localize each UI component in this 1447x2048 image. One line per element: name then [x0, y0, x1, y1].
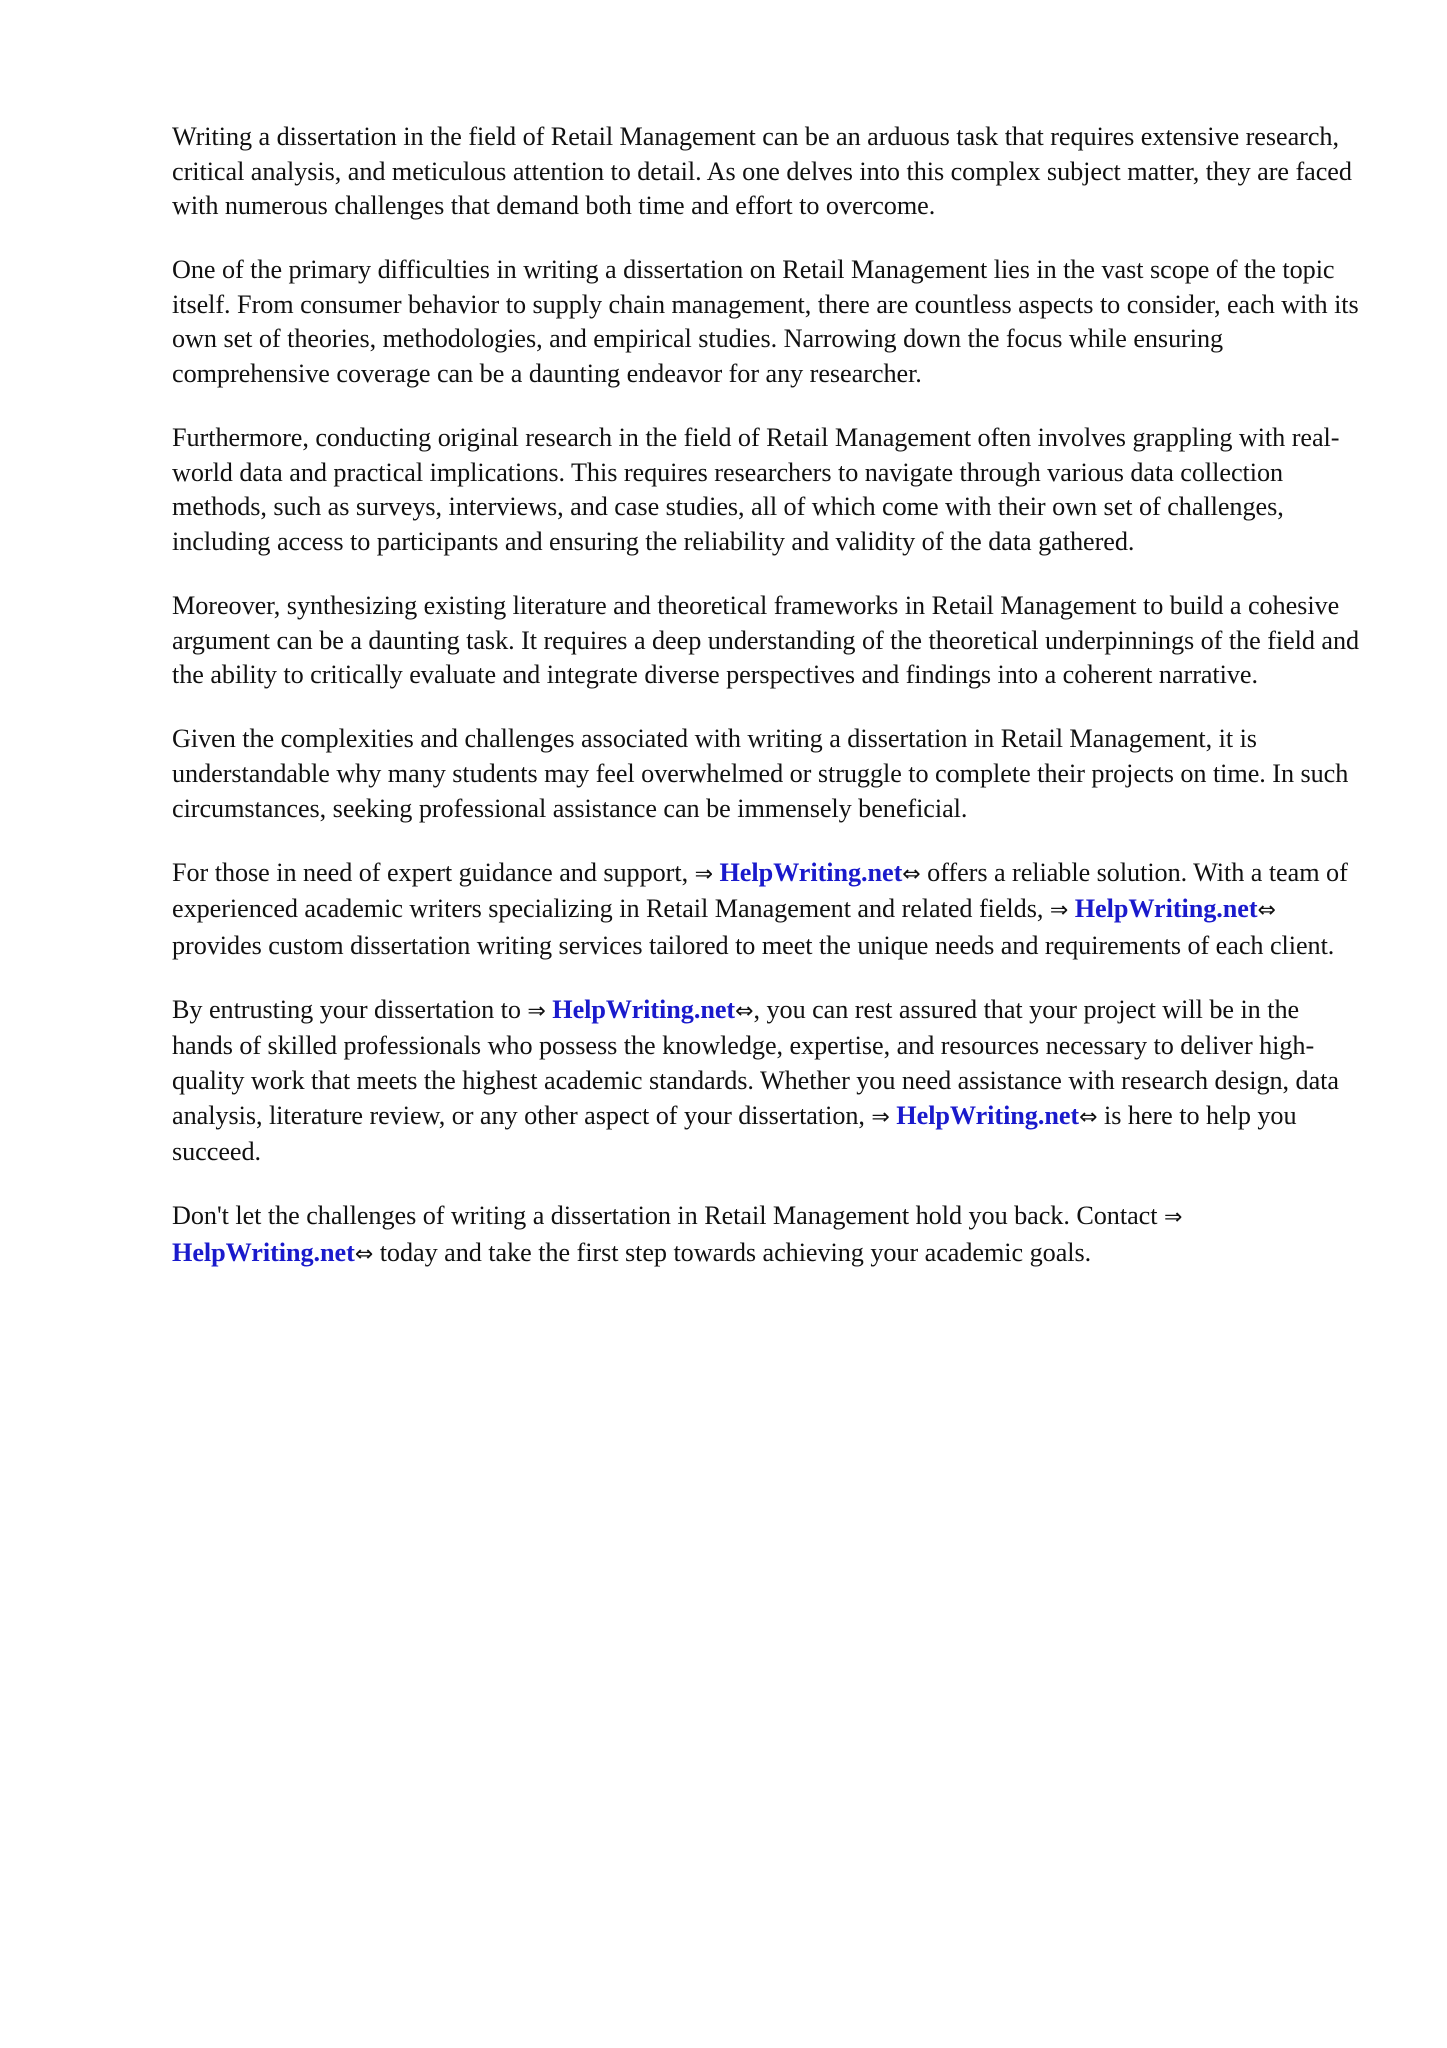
helpwriting-link[interactable]: HelpWriting.net — [1074, 894, 1258, 924]
helpwriting-link[interactable]: HelpWriting.net — [172, 1237, 355, 1267]
text-segment: today and take the first step towards achieving your academic goals. — [373, 1237, 1092, 1267]
paragraph-contact — [172, 1199, 1362, 1272]
text-segment: provides custom dissertation writing services tailored to meet the unique needs and requirements of each client. — [172, 930, 1335, 960]
text-segment: By entrusting your dissertation to — [172, 994, 528, 1024]
helpwriting-link[interactable]: HelpWriting.net — [896, 1100, 1080, 1130]
arrow-right-icon: ⇒ — [871, 1104, 890, 1130]
arrow-both-icon: ⇔ — [354, 1241, 374, 1267]
paragraph-entrusting — [172, 993, 1362, 1170]
helpwriting-link[interactable]: HelpWriting.net — [552, 994, 736, 1024]
arrow-right-icon: ⇒ — [694, 861, 713, 887]
text-segment: For those in need of expert guidance and support, — [172, 857, 695, 887]
arrow-both-icon: ⇔ — [735, 998, 754, 1024]
paragraph-literature: Moreover, synthesizing existing literature and theoretical frameworks in Retail Management to build a cohesive argument can be a daunting task. It requires a deep understanding of the theoretical underpinnings of the field and the ability to critically evaluate and integrate diverse perspectives and findings into a coherent narrative. — [172, 591, 1360, 690]
document-page — [172, 120, 1362, 1302]
helpwriting-link[interactable]: HelpWriting.net — [719, 857, 903, 887]
arrow-both-icon: ⇔ — [902, 861, 921, 887]
paragraph-expert-guidance — [172, 856, 1362, 964]
text-segment: Don't let the challenges of writing a dissertation in Retail Management hold you back. Contact — [172, 1201, 1164, 1231]
text-segment: offers a reliable solution. With a team of experienced academic writers specializing in Retail Management and related fields, — [172, 857, 1348, 924]
paragraph-complexities: Given the complexities and challenges associated with writing a dissertation in Retail Management, it is understandable why many students may feel overwhelmed or struggle to complete their projects on time. In such circumstances, seeking professional assistance can be immensely beneficial. — [172, 724, 1349, 823]
paragraph-scope: One of the primary difficulties in writing a dissertation on Retail Management lies in the vast scope of the topic itself. From consumer behavior to supply chain management, there are countless aspects to consider, each with its own set of theories, methodologies, and empirical studies. Narrowing down the focus while ensuring comprehensive coverage can be a daunting endeavor for any researcher. — [172, 255, 1359, 389]
paragraph-research: Furthermore, conducting original research in the field of Retail Management often involves grappling with real-world data and practical implications. This requires researchers to navigate through various data collection methods, such as surveys, interviews, and case studies, all of which come with their own set of challenges, including access to participants and ensuring the reliability and validity of the data gathered. — [172, 423, 1340, 556]
arrow-both-icon: ⇔ — [1257, 898, 1276, 924]
paragraph-intro: Writing a dissertation in the field of Retail Management can be an arduous task that requires extensive research, critical analysis, and meticulous attention to detail. As one delves into this complex subject matter, they are faced with numerous challenges that demand both time and effort to overcome. — [172, 122, 1352, 221]
arrow-right-icon: ⇒ — [1163, 1205, 1183, 1231]
arrow-right-icon: ⇒ — [527, 998, 546, 1024]
arrow-right-icon: ⇒ — [1049, 898, 1069, 924]
text-segment: , you can rest assured that your project will be in the hands of skilled professionals who possess the knowledge, expertise, and resources necessary to deliver high-quality work that meets the highest academic standards. Whether you need assistance with research design, data analysis, literature review, or any other aspect of your dissertation, — [172, 994, 1339, 1130]
arrow-both-icon: ⇔ — [1079, 1104, 1098, 1130]
text-segment: is here to help you succeed. — [172, 1100, 1297, 1167]
